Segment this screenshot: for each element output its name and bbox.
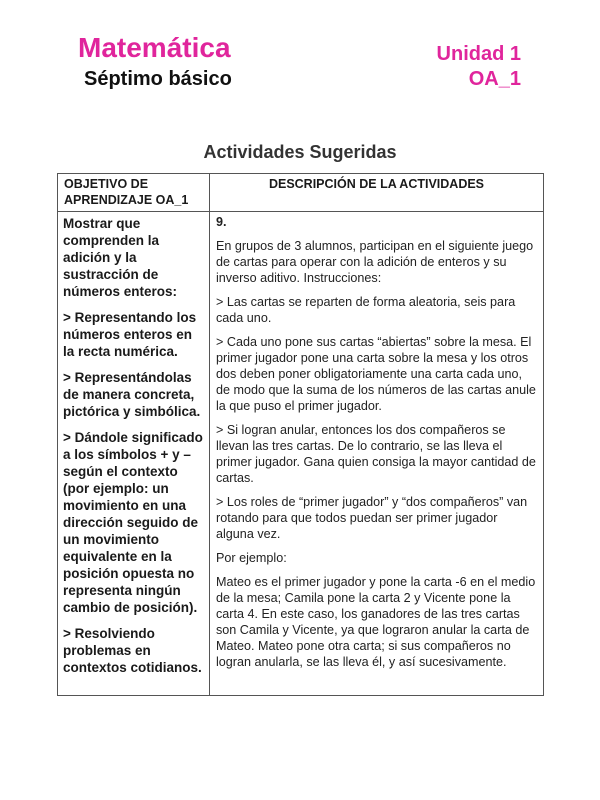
objective-item: > Resolviendo problemas en contextos cotidianos. (63, 626, 202, 675)
activities-table (57, 173, 544, 696)
objective-item: > Representándolas de manera concreta, pictórica y simbólica. (63, 370, 201, 419)
activity-number: 9. (216, 215, 227, 229)
oa-label: OA_1 (468, 68, 521, 90)
activity-paragraph: > Si logran anular, entonces los dos compañeros se llevan las tres cartas. De lo contrario, se las lleva el primer jugador. Gana quien consiga la mayor cantidad de cartas. (216, 423, 536, 485)
activity-paragraph: En grupos de 3 alumnos, participan en el siguiente juego de cartas para operar con la adición de enteros y su inverso aditivo. Instrucciones: (216, 239, 534, 285)
grade-label: Séptimo básico (84, 68, 232, 90)
activity-paragraph: > Los roles de “primer jugador” y “dos compañeros” van rotando para que todos puedan ser primer jugador alguna vez. (216, 495, 528, 541)
objective-item: > Representando los números enteros en la recta numérica. (63, 310, 197, 359)
activity-paragraph: > Cada uno pone sus cartas “abiertas” sobre la mesa. El primer jugador pone una carta sobre la mesa y los otros dos deben poner obligatoriamente una carta cada uno, de modo que la suma de los números de las cartas anule la que puso el primer jugador. (216, 335, 536, 413)
unit-label: Unidad 1 (436, 43, 521, 65)
objective-item: > Dándole significado a los símbolos + y – según el contexto (por ejemplo: un movimiento en una dirección seguido de un movimiento equivalente en la posición opuesta no representa ningún cambio de posición). (63, 430, 203, 615)
description-column-header: DESCRIPCIÓN DE LA ACTIVIDADES (210, 174, 544, 212)
objectives-cell (58, 212, 210, 696)
activity-paragraph: > Las cartas se reparten de forma aleatoria, seis para cada uno. (216, 295, 516, 325)
table-row (58, 212, 544, 696)
activity-description-cell (210, 212, 544, 696)
activity-paragraph: Mateo es el primer jugador y pone la carta -6 en el medio de la mesa; Camila pone la carta 2 y Vicente pone la carta 4. En este caso, los ganadores de las tres cartas son Camila y Vicente, ya que lograron anular la carta de Mateo. Mateo pone otra carta; si sus compañeros no logran anularla, se las lleva él, y así sucesivamente. (216, 575, 536, 669)
page-header (0, 0, 600, 110)
objective-column-header: OBJETIVO DE APRENDIZAJE OA_1 (58, 174, 210, 212)
section-title: Actividades Sugeridas (203, 142, 397, 162)
table-header-row (58, 174, 544, 212)
subject-title: Matemática (78, 32, 231, 63)
activity-paragraph: Por ejemplo: (216, 551, 287, 565)
objective-intro: Mostrar que comprenden la adición y la sustracción de números enteros: (63, 216, 178, 299)
